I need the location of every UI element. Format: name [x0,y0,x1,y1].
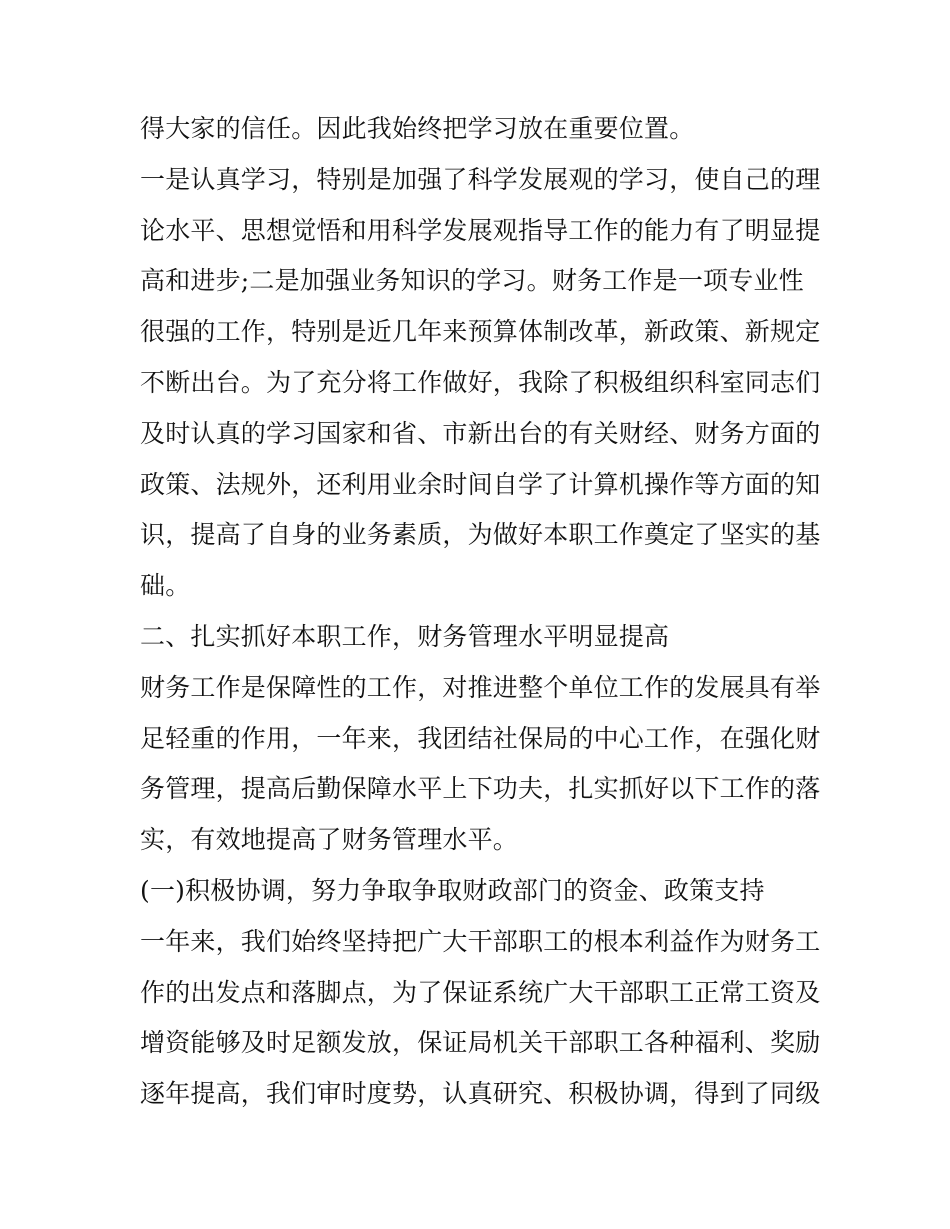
text-line: 一是认真学习，特别是加强了科学发展观的学习，使自己的理 [140,164,821,194]
text-line: 及时认真的学习国家和省、市新出台的有关财经、财务方面的 [140,418,821,448]
text-line: 政策、法规外，还利用业余时间自学了计算机操作等方面的知 [140,469,821,499]
text-line: 很强的工作，特别是近几年来预算体制改革，新政策、新规定 [140,317,821,347]
text-line: 一年来，我们始终坚持把广大干部职工的根本利益作为财务工 [140,926,821,956]
text-line: 础。 [140,571,191,601]
text-line: 高和进步;二是加强业务知识的学习。财务工作是一项专业性 [140,266,804,296]
text-line: 得大家的信任。因此我始终把学习放在重要位置。 [140,114,695,143]
text-line: 足轻重的作用，一年来，我团结社保局的中心工作，在强化财 [140,723,821,753]
text-line: 财务工作是保障性的工作，对推进整个单位工作的发展具有举 [140,672,821,702]
text-line: 不断出台。为了充分将工作做好，我除了积极组织科室同志们 [140,367,821,397]
text-line: 论水平、思想觉悟和用科学发展观指导工作的能力有了明显提 [140,215,821,245]
document-body [140,104,820,1120]
text-line: 识，提高了自身的业务素质，为做好本职工作奠定了坚实的基 [140,520,821,550]
text-line: 作的出发点和落脚点，为了保证系统广大干部职工正常工资及 [140,977,821,1007]
text-line: 务管理，提高后勤保障水平上下功夫，扎实抓好以下工作的落 [140,774,821,804]
text-line: 实，有效地提高了财务管理水平。 [140,825,519,855]
section-heading: 二、扎实抓好本职工作，财务管理水平明显提高 [140,621,670,651]
text-line: 逐年提高，我们审时度势，认真研究、积极协调，得到了同级 [140,1079,821,1109]
subsection-heading: (一)积极协调，努力争取争取财政部门的资金、政策支持 [140,875,765,905]
text-line: 增资能够及时足额发放，保证局机关干部职工各种福利、奖励 [140,1028,821,1058]
